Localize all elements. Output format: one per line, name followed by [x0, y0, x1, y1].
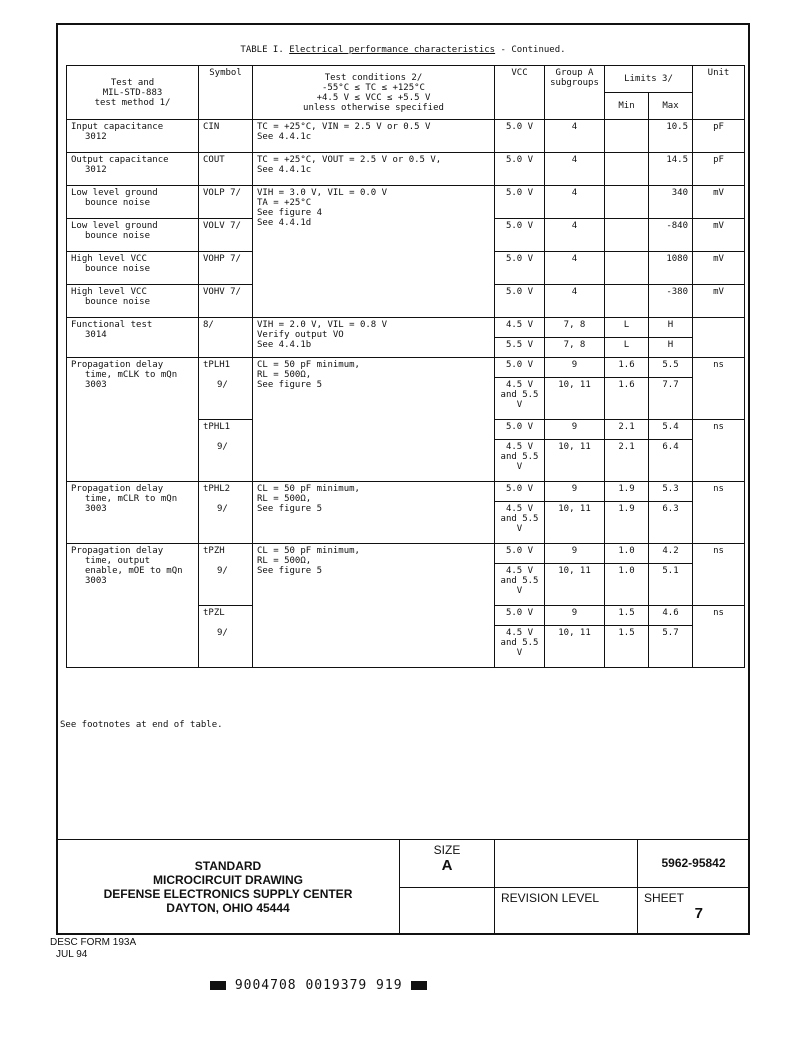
revision-level: REVISION LEVEL [495, 887, 638, 935]
org-block: STANDARD MICROCIRCUIT DRAWING DEFENSE ELECTRONICS SUPPLY CENTER DAYTON, OHIO 45444 [57, 840, 400, 935]
table-row: 4.5 V and 5.5 V 10, 11 1.9 6.3 [67, 502, 745, 544]
header-vcc: VCC [495, 66, 545, 120]
header-test: Test and MIL-STD-883 test method 1/ [67, 66, 199, 120]
table-row: 4.5 V and 5.5 V 10, 11 1.5 5.7 [67, 626, 745, 668]
table-row: Input capacitance 3012 CIN TC = +25°C, VIN = 2.5 V or 0.5 V See 4.4.1c 5.0 V 4 10.5 pF [67, 120, 745, 153]
table-title: TABLE I. Electrical performance characteristics - Continued. [240, 45, 566, 55]
table-row: Low level ground bounce noise VOLP 7/ VIH = 3.0 V, VIL = 0.0 V TA = +25°C See figure 4 See 4.4.1d 5.0 V 4 340 mV [67, 186, 745, 219]
table-row: High level VCC bounce noise VOHV 7/ 5.0 V 4 -380 mV [67, 285, 745, 318]
table-title-main: Electrical performance characteristics [289, 45, 496, 55]
table-row: Propagation delay time, mCLR to mQn 3003 tPHL2 9/ CL = 50 pF minimum, RL = 500Ω, See figure 5 5.0 V 9 1.9 5.3 ns [67, 482, 745, 502]
drawing-number: 5962-95842 [638, 840, 750, 888]
table-row: High level VCC bounce noise VOHP 7/ 5.0 V 4 1080 mV [67, 252, 745, 285]
footnote-reference: See footnotes at end of table. [60, 720, 223, 730]
table-row: Low level ground bounce noise VOLV 7/ 5.0 V 4 -840 mV [67, 219, 745, 252]
header-group: Group A subgroups [545, 66, 605, 120]
form-number: DESC FORM 193A [50, 937, 137, 948]
table-row: tPZL 9/ 5.0 V 9 1.5 4.6 ns [67, 606, 745, 626]
header-unit: Unit [693, 66, 745, 120]
page-frame [56, 23, 750, 935]
table-row: Functional test 3014 8/ VIH = 2.0 V, VIL = 0.8 V Verify output VO See 4.4.1b 4.5 V 7, 8 L H [67, 318, 745, 338]
table-row: Propagation delay time, output enable, mOE to mQn 3003 tPZH 9/ CL = 50 pF minimum, RL = 500Ω, See figure 5 5.0 V 9 1.0 4.2 ns [67, 544, 745, 564]
form-date: JUL 94 [56, 949, 88, 960]
header-max: Max [649, 93, 693, 120]
barcode: 9004708 0019379 919 [210, 978, 427, 993]
header-row [67, 66, 745, 93]
table-row: 5.5 V 7, 8 L H [67, 338, 745, 358]
table-row: 4.5 V and 5.5 V 10, 11 1.6 7.7 [67, 378, 745, 420]
header-symbol: Symbol [199, 66, 253, 120]
header-min: Min [605, 93, 649, 120]
title-block [56, 839, 750, 935]
size-cell: SIZE A [400, 840, 495, 888]
barcode-block-icon [210, 981, 226, 990]
sheet-cell: SHEET 7 [638, 887, 750, 935]
barcode-block-icon [411, 981, 427, 990]
table-row: tPHL1 9/ 5.0 V 9 2.1 5.4 ns [67, 420, 745, 440]
table-row: 4.5 V and 5.5 V 10, 11 1.0 5.1 [67, 564, 745, 606]
table-row: Propagation delay time, mCLK to mQn 3003 tPLH1 9/ CL = 50 pF minimum, RL = 500Ω, See figure 5 5.0 V 9 1.6 5.5 ns [67, 358, 745, 378]
table-row: Output capacitance 3012 COUT TC = +25°C, VOUT = 2.5 V or 0.5 V, See 4.4.1c 5.0 V 4 14.5 pF [67, 153, 745, 186]
header-limits: Limits 3/ [605, 66, 693, 93]
bounce-conditions: VIH = 3.0 V, VIL = 0.0 V TA = +25°C See figure 4 See 4.4.1d [253, 186, 495, 318]
header-conditions: Test conditions 2/ -55°C ≤ TC ≤ +125°C +4.5 V ≤ VCC ≤ +5.5 V unless otherwise specified [253, 66, 495, 120]
electrical-table [66, 65, 745, 668]
table-row: 4.5 V and 5.5 V 10, 11 2.1 6.4 [67, 440, 745, 482]
